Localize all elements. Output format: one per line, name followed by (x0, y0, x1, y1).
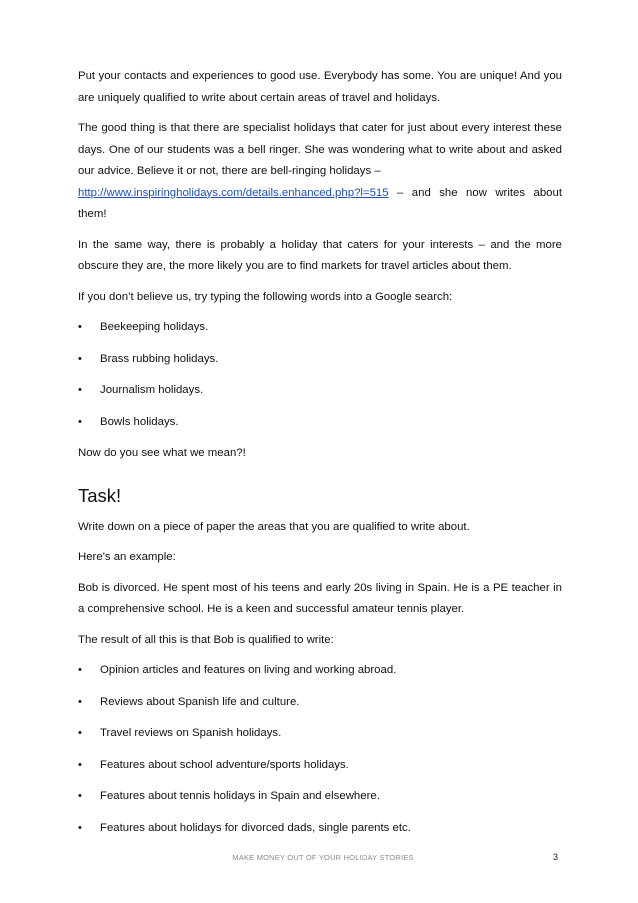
list-item (78, 723, 562, 745)
list-item-text: Reviews about Spanish life and culture. (100, 695, 300, 708)
list-item-text: Travel reviews on Spanish holidays. (100, 727, 282, 739)
list-item (78, 412, 562, 434)
paragraph: Write down on a piece of paper the areas that you are qualified to write about. (78, 520, 470, 533)
link-line-text: – and she now writes about them! (78, 186, 562, 220)
paragraph: The good thing is that there are specialist holidays that cater for just about every interest these days. One of our students was a bell ringer. She was wondering what to write about and asked our advice. Believe it or not, there are bell-ringing holidays – (78, 122, 562, 177)
list-item-text: Beekeeping holidays. (100, 321, 209, 333)
paragraph-link-line (78, 183, 562, 226)
bullet-icon: • (78, 321, 82, 333)
list-item (78, 317, 562, 339)
list-item-text: Features about holidays for divorced dads, single parents etc. (100, 821, 411, 834)
list-item (78, 818, 562, 840)
list-item (78, 380, 562, 402)
bullet-icon: • (78, 821, 82, 834)
list-item-text: Opinion articles and features on living and working abroad. (100, 664, 397, 676)
list-item-text: Features about school adventure/sports holidays. (100, 758, 349, 771)
paragraph: Now do you see what we mean?! (78, 447, 246, 459)
bullet-icon: • (78, 758, 82, 771)
page-content (78, 66, 562, 849)
list-item-text: Brass rubbing holidays. (100, 352, 219, 365)
bullet-icon: • (78, 352, 82, 365)
bullet-icon: • (78, 695, 82, 708)
list-item-text: Features about tennis holidays in Spain and elsewhere. (100, 790, 380, 802)
bullet-icon: • (78, 664, 82, 676)
list-item-text: Bowls holidays. (100, 415, 179, 428)
list-item (78, 349, 562, 371)
page-number: 3 (553, 852, 559, 862)
paragraph: If you don’t believe us, try typing the following words into a Google search: (78, 290, 453, 303)
list-item-text: Journalism holidays. (100, 384, 204, 396)
bullet-icon: • (78, 727, 82, 739)
section-heading: Task! (78, 484, 122, 506)
footer-title: MAKE MONEY OUT OF YOUR HOLIDAY STORIES (232, 853, 414, 862)
paragraph: Bob is divorced. He spent most of his teens and early 20s living in Spain. He is a PE teacher in a comprehensive school. He is a keen and successful amateur tennis player. (78, 581, 562, 615)
paragraph: Here's an example: (78, 551, 176, 563)
bullet-icon: • (78, 415, 82, 428)
list-item (78, 786, 562, 808)
list-item (78, 692, 562, 714)
bullet-icon: • (78, 384, 82, 396)
list-item (78, 755, 562, 777)
inspiring-holidays-link[interactable]: http://www.inspiringholidays.com/details.enhanced.php?l=515 (78, 186, 389, 199)
bullet-icon: • (78, 790, 82, 802)
list-item (78, 660, 562, 682)
paragraph: The result of all this is that Bob is qualified to write: (78, 633, 334, 646)
paragraph: Put your contacts and experiences to good use. Everybody has some. You are unique! And you are uniquely qualified to write about certain areas of travel and holidays. (78, 70, 562, 104)
paragraph: In the same way, there is probably a holiday that caters for your interests – and the more obscure they are, the more likely you are to find markets for travel articles about them. (78, 238, 562, 272)
